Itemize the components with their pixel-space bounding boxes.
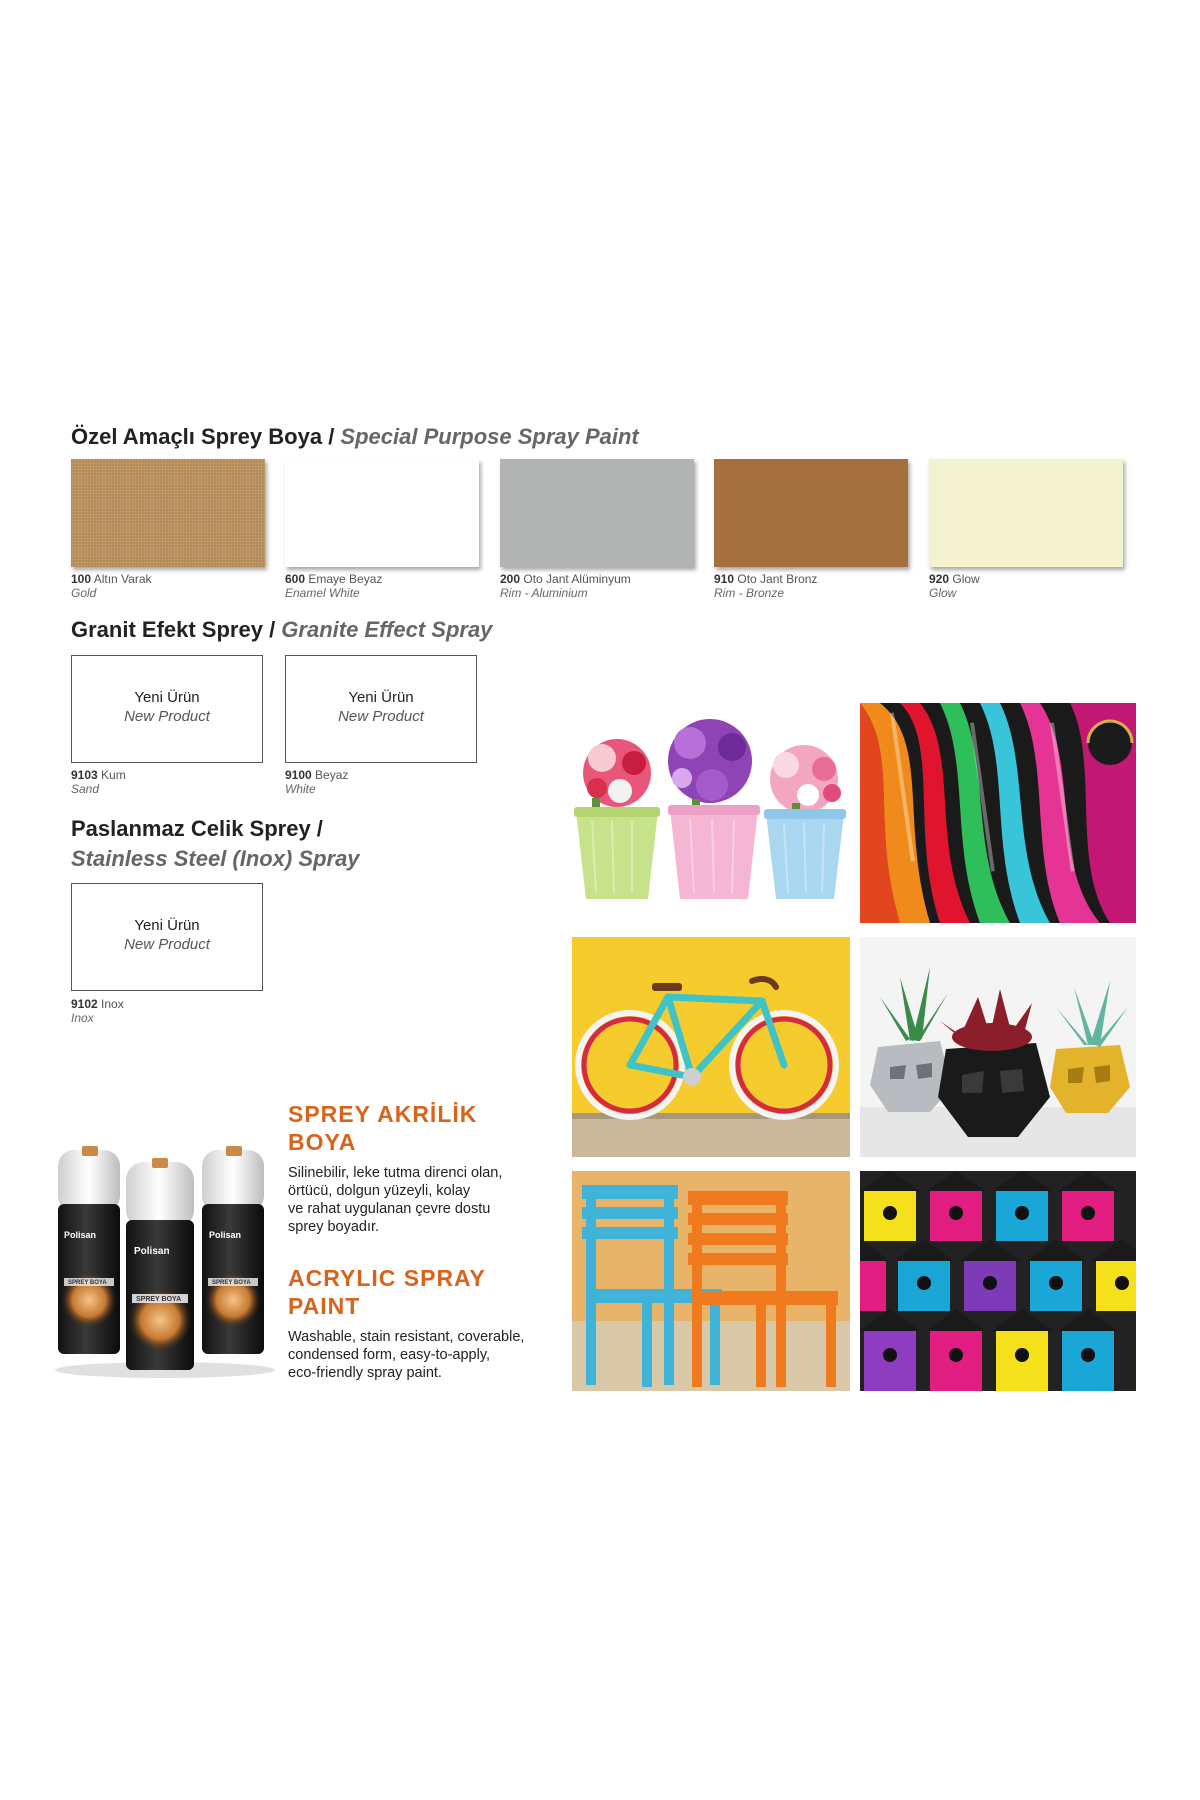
photo-colorful-guitars bbox=[860, 703, 1136, 923]
special-title-tr: Özel Amaçlı Sprey Boya bbox=[71, 424, 323, 449]
swatch-label bbox=[285, 768, 348, 796]
swatch-label bbox=[714, 572, 817, 600]
new-product-tr: Yeni Ürün bbox=[134, 689, 200, 706]
swatch-label bbox=[929, 572, 980, 600]
acrylic-heading-en-line2: PAINT bbox=[288, 1293, 361, 1319]
acrylic-heading-tr-line1: SPREY AKRİLİK bbox=[288, 1101, 478, 1127]
swatch-code: 9103 bbox=[71, 768, 98, 782]
swatch-rim-bronze bbox=[714, 459, 908, 567]
swatch-rim-aluminium bbox=[500, 459, 694, 567]
acrylic-body-tr-line: örtücü, dolgun yüzeyli, kolay bbox=[288, 1183, 471, 1199]
inox-title-en: Stainless Steel (Inox) Spray bbox=[71, 846, 360, 871]
acrylic-body-en-line: condensed form, easy-to-apply, bbox=[288, 1347, 491, 1363]
swatch-label bbox=[500, 572, 631, 600]
swatch-code: 9100 bbox=[285, 768, 312, 782]
swatch-code: 9102 bbox=[71, 997, 98, 1011]
swatch-code: 200 bbox=[500, 572, 521, 586]
acrylic-body-tr-line: Silinebilir, leke tutma direnci olan, bbox=[288, 1165, 503, 1181]
can-label: SPREY BOYA bbox=[68, 1280, 107, 1286]
swatch-name: Beyaz bbox=[315, 768, 349, 782]
granite-title-tr: Granit Efekt Sprey bbox=[71, 617, 263, 642]
swatch-name: Emaye Beyaz bbox=[308, 572, 383, 586]
new-product-box bbox=[71, 883, 263, 991]
brand-logo-text: Polisan bbox=[64, 1230, 97, 1240]
acrylic-heading-en-line1: ACRYLIC SPRAY bbox=[288, 1265, 486, 1291]
special-section-title bbox=[71, 424, 639, 450]
swatch-code: 920 bbox=[929, 572, 950, 586]
granite-section-title bbox=[71, 617, 492, 643]
swatch-enamel-white bbox=[285, 459, 479, 567]
photo-birdhouses bbox=[860, 1171, 1136, 1391]
new-product-box bbox=[71, 655, 263, 763]
spray-cans-image bbox=[52, 1140, 278, 1380]
swatch-name: Altın Varak bbox=[93, 572, 152, 586]
new-product-tr: Yeni Ürün bbox=[134, 917, 200, 934]
photo-skull-planters bbox=[860, 937, 1136, 1157]
acrylic-body-tr-line: sprey boyadır. bbox=[288, 1219, 380, 1235]
acrylic-body-en-line: Washable, stain resistant, coverable, bbox=[288, 1329, 525, 1345]
inox-section-title bbox=[71, 816, 360, 872]
swatch-name-en: White bbox=[285, 782, 316, 796]
swatch-name-en: Sand bbox=[71, 782, 100, 796]
swatch-label bbox=[71, 997, 124, 1025]
swatch-name-en: Gold bbox=[71, 586, 97, 600]
swatch-name: Glow bbox=[952, 572, 980, 586]
swatch-name: Oto Jant Bronz bbox=[737, 572, 818, 586]
title-separator: / bbox=[262, 617, 282, 642]
swatch-name-en: Rim - Aluminium bbox=[500, 586, 588, 600]
special-title-en: Special Purpose Spray Paint bbox=[340, 424, 639, 449]
swatch-label bbox=[71, 768, 126, 796]
swatch-glow bbox=[929, 459, 1123, 567]
acrylic-body-en bbox=[288, 1328, 558, 1382]
photo-painted-chairs bbox=[572, 1171, 850, 1391]
swatch-name-en: Inox bbox=[71, 1011, 94, 1025]
swatch-code: 600 bbox=[285, 572, 306, 586]
swatch-code: 910 bbox=[714, 572, 735, 586]
new-product-en: New Product bbox=[124, 936, 210, 953]
brand-logo-text: Polisan bbox=[209, 1230, 242, 1240]
spray-cans-illustration bbox=[52, 1140, 278, 1380]
swatch-name-en: Rim - Bronze bbox=[714, 586, 785, 600]
inox-title-tr: Paslanmaz Celik Sprey / bbox=[71, 816, 323, 841]
swatch-code: 100 bbox=[71, 572, 92, 586]
acrylic-body-en-line: eco-friendly spray paint. bbox=[288, 1365, 442, 1381]
new-product-tr: Yeni Ürün bbox=[348, 689, 414, 706]
swatch-label bbox=[71, 572, 152, 600]
new-product-en: New Product bbox=[338, 708, 424, 725]
swatch-name: Oto Jant Alüminyum bbox=[523, 572, 631, 586]
swatch-gold bbox=[71, 459, 265, 567]
swatch-name-en: Enamel White bbox=[285, 586, 360, 600]
acrylic-body-tr bbox=[288, 1164, 558, 1236]
acrylic-body-tr-line: ve rahat uygulanan çevre dostu bbox=[288, 1201, 491, 1217]
brand-logo-text: Polisan bbox=[134, 1246, 170, 1257]
new-product-box bbox=[285, 655, 477, 763]
granite-title-en: Granite Effect Spray bbox=[281, 617, 493, 642]
photo-bicycle bbox=[572, 937, 850, 1157]
can-label: SPREY BOYA bbox=[212, 1280, 251, 1286]
new-product-en: New Product bbox=[124, 708, 210, 725]
swatch-name: Inox bbox=[101, 997, 124, 1011]
swatch-name: Kum bbox=[101, 768, 126, 782]
acrylic-heading-tr-line2: BOYA bbox=[288, 1129, 357, 1155]
can-label: SPREY BOYA bbox=[136, 1296, 182, 1303]
swatch-name-en: Glow bbox=[929, 586, 957, 600]
title-separator: / bbox=[322, 424, 341, 449]
acrylic-text-block bbox=[288, 1100, 558, 1382]
swatch-label bbox=[285, 572, 382, 600]
photo-flower-pots bbox=[572, 703, 850, 923]
